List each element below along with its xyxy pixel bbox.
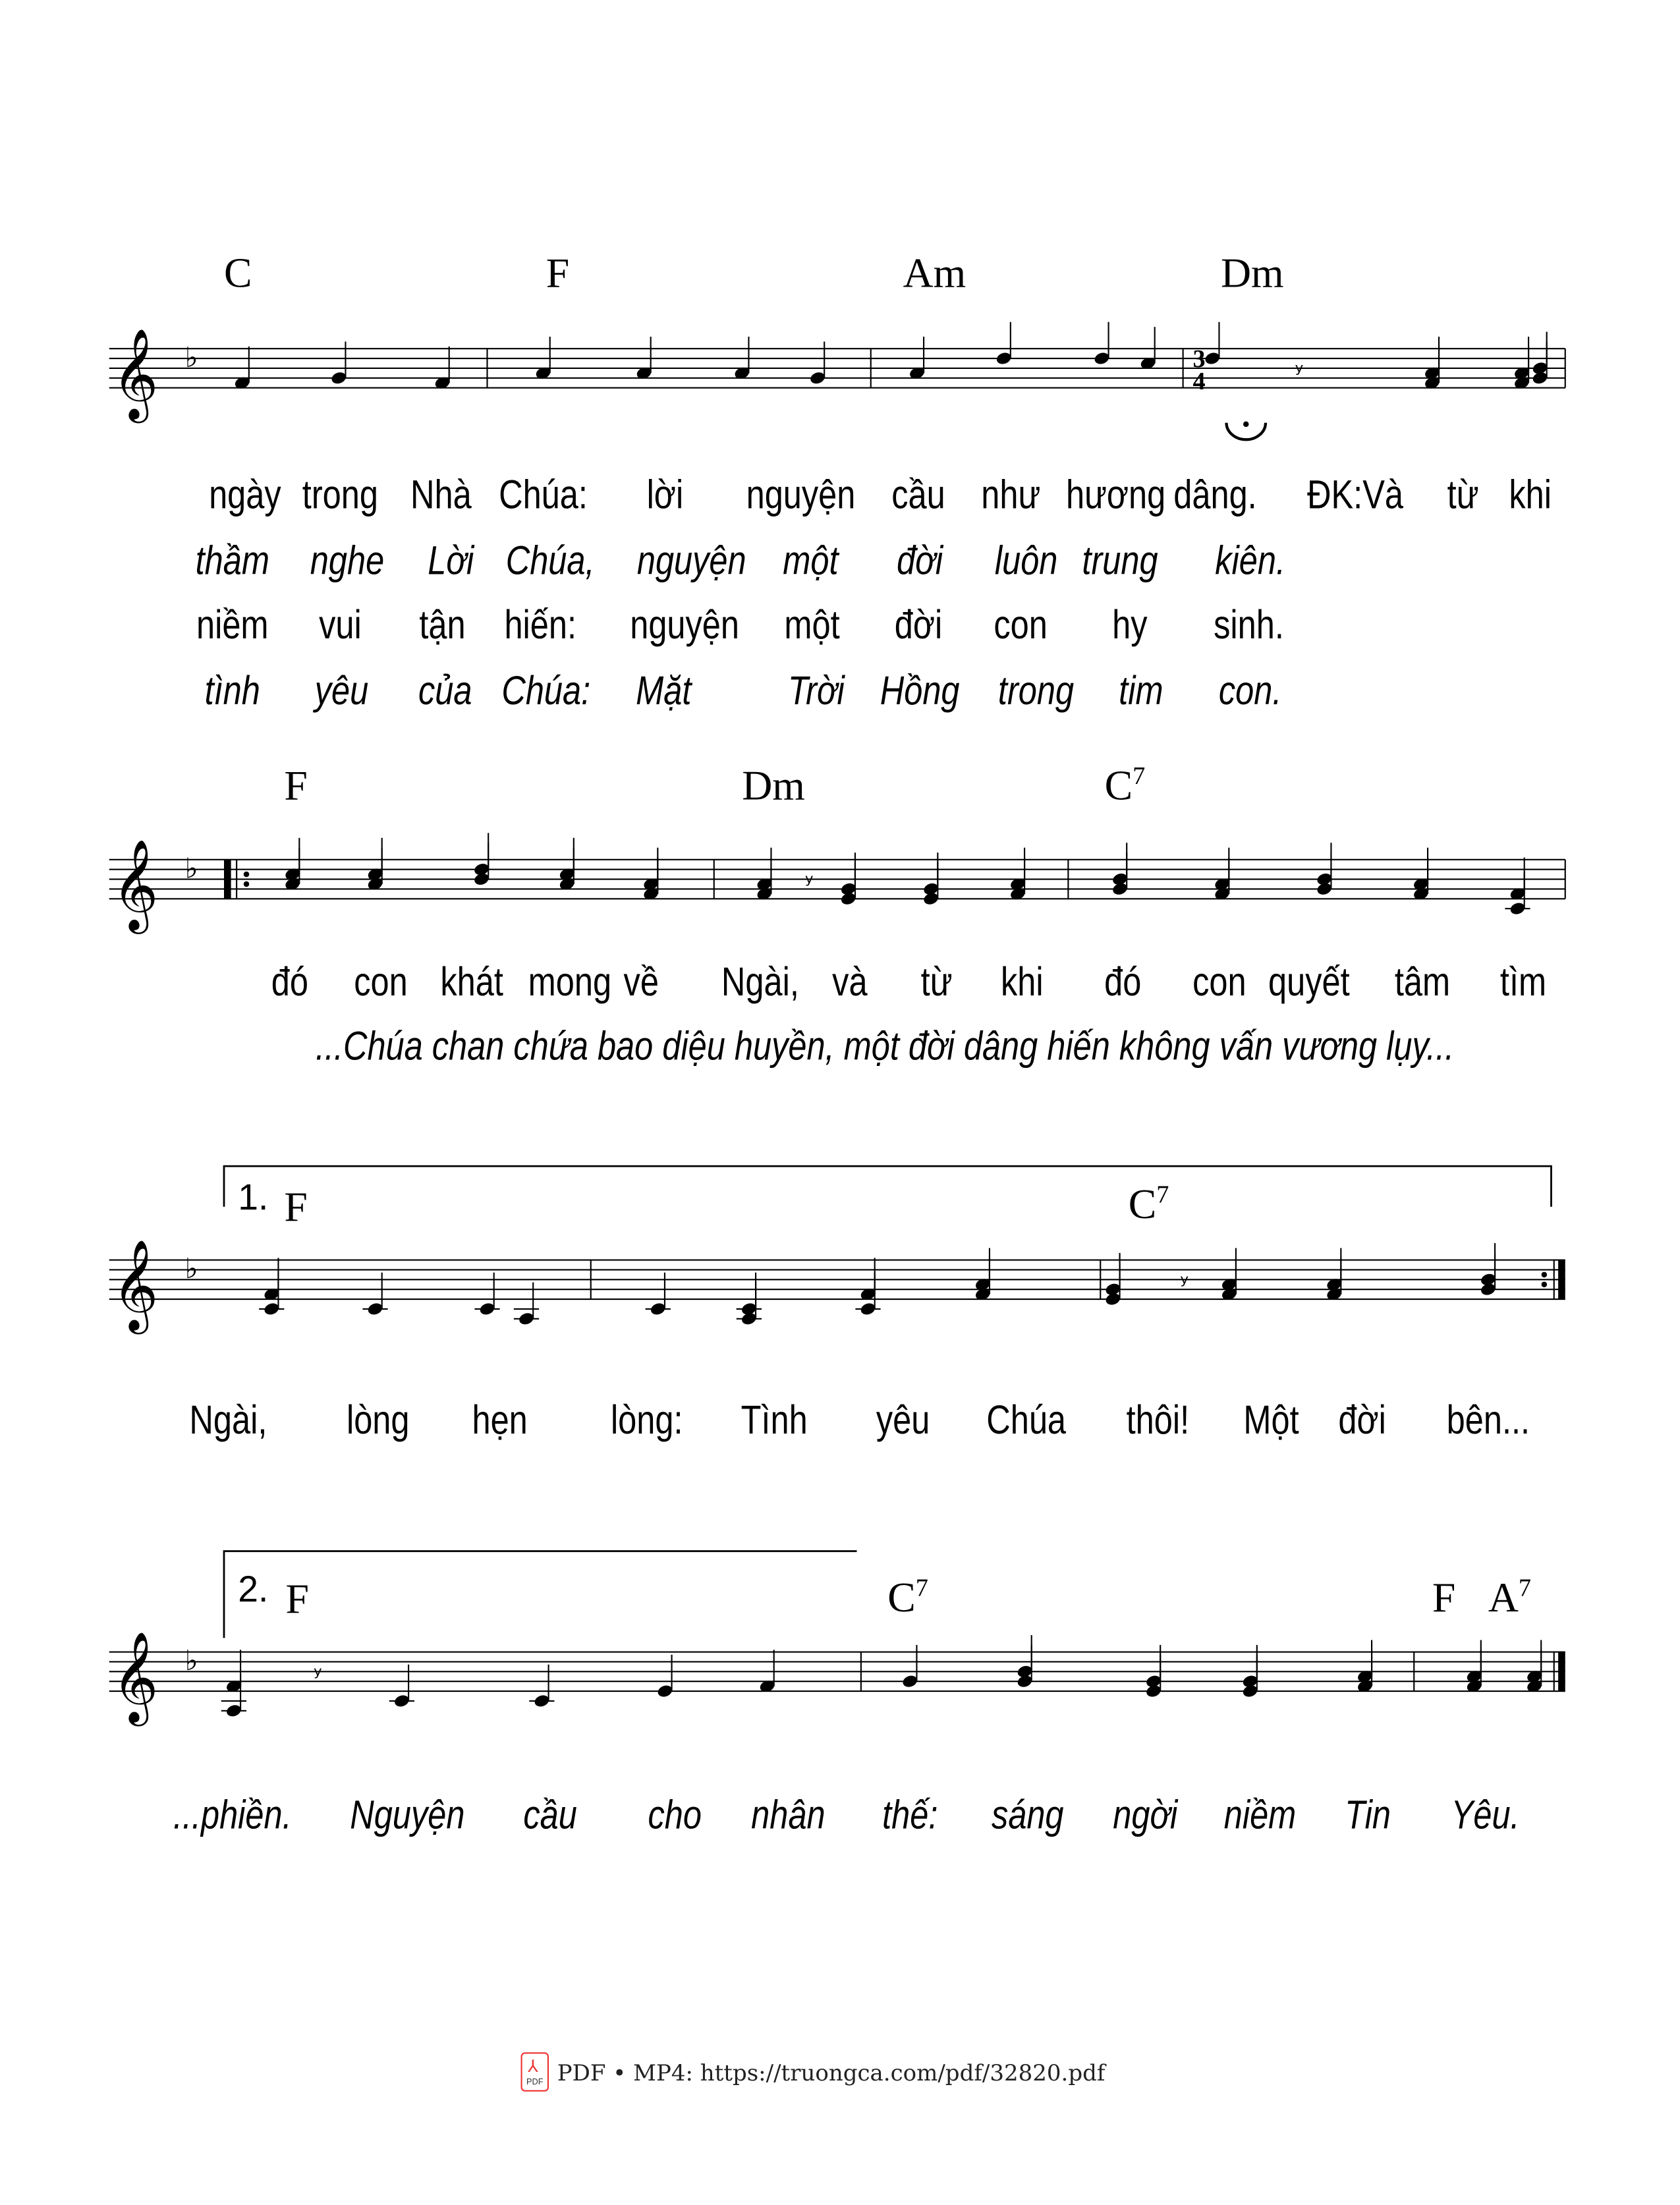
flat-key-signature-icon: ♭ bbox=[184, 341, 198, 374]
lyric-word: trong bbox=[997, 669, 1075, 714]
volta-label: 1. bbox=[238, 1176, 269, 1218]
lyric-word: cầu bbox=[891, 473, 945, 518]
lyric-word: nhân bbox=[751, 1793, 826, 1839]
lyric-word: đó bbox=[271, 960, 308, 1005]
lyric-word: ngời bbox=[1113, 1793, 1178, 1839]
lyric-word: cầu bbox=[523, 1793, 577, 1839]
lyric-word: nguyện bbox=[746, 473, 856, 518]
treble-clef-icon: 𝄞 bbox=[112, 328, 159, 420]
repeat-dot bbox=[1542, 1272, 1548, 1278]
lyric-word: Mặt bbox=[636, 669, 692, 714]
flat-key-signature-icon: ♭ bbox=[184, 1645, 198, 1678]
chord-symbol: F bbox=[1432, 1575, 1456, 1621]
chord-symbol: $C^7$ bbox=[887, 1573, 928, 1621]
lyric-word: đời bbox=[1338, 1398, 1386, 1443]
lyric-word: mong bbox=[528, 960, 612, 1005]
repeat-dot bbox=[244, 881, 250, 887]
lyric-word: Ngài, bbox=[721, 960, 799, 1005]
lyric-word: sinh. bbox=[1214, 603, 1284, 648]
repeat-dot bbox=[1542, 1281, 1548, 1287]
lyric-word: yêu bbox=[876, 1398, 930, 1443]
eighth-rest-icon: ʸ bbox=[1295, 358, 1304, 385]
lyric-word: Tình bbox=[741, 1398, 808, 1443]
lyric-word: một bbox=[784, 603, 840, 648]
lyric-word: Chúa, bbox=[505, 539, 595, 584]
treble-clef-icon: 𝄞 bbox=[112, 839, 159, 931]
lyric-line: ...Chúa chan chứa bao diệu huyền, một đời dâng hiến không vấn vương lụy... bbox=[315, 1024, 1455, 1070]
lyric-word: và bbox=[832, 960, 868, 1005]
lyric-word: Một bbox=[1243, 1398, 1299, 1443]
time-signature-top: 3 bbox=[1192, 345, 1206, 373]
lyric-word: trong bbox=[302, 473, 378, 518]
lyric-word: từ bbox=[920, 960, 953, 1005]
flat-key-signature-icon: ♭ bbox=[184, 1253, 198, 1286]
lyric-word: tìm bbox=[1499, 960, 1547, 1005]
lyric-word: kiên. bbox=[1215, 539, 1286, 584]
repeat-start-thick bbox=[224, 860, 231, 899]
chord-symbol: $A^7$ bbox=[1488, 1573, 1532, 1621]
volta-bracket-2 bbox=[224, 1551, 857, 1638]
lyric-word: Yêu. bbox=[1451, 1793, 1520, 1839]
volta-bracket-1 bbox=[224, 1166, 1552, 1207]
lyric-word: tâm bbox=[1394, 960, 1451, 1005]
time-signature-bottom: 4 bbox=[1192, 367, 1206, 395]
lyric-word: con bbox=[354, 960, 408, 1005]
lyric-word: hẹn bbox=[472, 1398, 528, 1443]
volta-label: 2. bbox=[238, 1568, 269, 1610]
chord-symbol: F bbox=[285, 1576, 309, 1623]
fermata-dot bbox=[1243, 422, 1249, 428]
lyric-word: Lời bbox=[428, 539, 474, 584]
footer bbox=[521, 2052, 1106, 2092]
chord-symbol: C bbox=[224, 250, 252, 297]
lyric-word: một bbox=[783, 539, 839, 584]
chord-symbol: $C^7$ bbox=[1104, 762, 1146, 810]
lyric-word: ĐK:Và bbox=[1306, 473, 1404, 518]
lyric-word: Nhà bbox=[410, 473, 472, 518]
lyric-word: Chúa: bbox=[499, 473, 588, 518]
lyric-word: Chúa: bbox=[501, 669, 591, 714]
lyric-word: lòng bbox=[346, 1398, 410, 1443]
lyric-word: con. bbox=[1218, 669, 1282, 714]
lyric-word: ...phiền. bbox=[173, 1793, 292, 1839]
eighth-rest-icon: ʸ bbox=[1180, 1270, 1189, 1297]
lyric-word: niềm bbox=[196, 603, 269, 648]
final-barline-thick bbox=[1558, 1652, 1565, 1692]
lyric-word: Trời bbox=[788, 669, 845, 714]
lyric-word: tim bbox=[1119, 669, 1163, 714]
lyric-word: khi bbox=[1000, 960, 1044, 1005]
lyric-word: vui bbox=[319, 603, 362, 648]
lyric-word: niềm bbox=[1223, 1793, 1297, 1839]
flat-key-signature-icon: ♭ bbox=[184, 852, 198, 885]
lyric-word: con bbox=[994, 603, 1048, 648]
lyric-word: bên... bbox=[1446, 1398, 1530, 1443]
lyric-word: Chúa bbox=[986, 1398, 1067, 1443]
eighth-rest-icon: ʸ bbox=[314, 1662, 322, 1689]
lyric-word: của bbox=[418, 669, 472, 714]
lyric-word: nghe bbox=[310, 539, 385, 584]
chord-symbol: F bbox=[284, 1184, 308, 1231]
chord-symbol: F bbox=[284, 763, 308, 810]
lyric-word: sáng bbox=[991, 1793, 1064, 1839]
lyric-word: khát bbox=[440, 960, 503, 1005]
lyric-word: đó bbox=[1104, 960, 1142, 1005]
eighth-rest-icon: ʸ bbox=[804, 870, 814, 897]
lyric-word: luôn bbox=[994, 539, 1058, 584]
lyric-word: dâng. bbox=[1173, 473, 1257, 518]
lyric-word: yêu bbox=[314, 669, 369, 714]
lyric-word: thầm bbox=[195, 539, 269, 584]
lyric-word: về bbox=[623, 960, 659, 1005]
lyric-word: trung bbox=[1082, 539, 1158, 584]
lyric-word: hương bbox=[1065, 473, 1166, 518]
treble-clef-icon: 𝄞 bbox=[112, 1240, 159, 1331]
chord-symbol: F bbox=[546, 250, 570, 297]
lyric-word: đời bbox=[894, 603, 943, 648]
footer-link[interactable]: PDF • MP4: https://truongca.com/pdf/32820.pdf bbox=[557, 2058, 1106, 2086]
lyric-word: cho bbox=[648, 1793, 702, 1839]
lyric-word: như bbox=[981, 473, 1041, 518]
lyric-word: tận bbox=[419, 603, 466, 648]
lyric-word: hy bbox=[1112, 603, 1148, 648]
lyric-word: Hồng bbox=[880, 669, 960, 714]
lyric-word: con bbox=[1192, 960, 1246, 1005]
lyric-word: tình bbox=[204, 669, 260, 714]
lyric-word: lời bbox=[646, 473, 684, 518]
chord-symbol: Dm bbox=[1221, 250, 1284, 297]
lyric-word: lòng: bbox=[610, 1398, 683, 1443]
lyric-word: hiến: bbox=[504, 603, 577, 648]
chord-symbol: Am bbox=[903, 250, 966, 297]
lyric-word: Tin bbox=[1345, 1793, 1391, 1839]
lyric-word: đời bbox=[897, 539, 943, 584]
lyric-word: từ bbox=[1447, 473, 1479, 518]
lyric-word: Ngài, bbox=[189, 1398, 267, 1443]
lyric-word: Nguyện bbox=[350, 1793, 465, 1839]
final-barline-thick bbox=[1558, 1260, 1565, 1300]
lyric-word: nguyện bbox=[630, 603, 740, 648]
lyric-word: thế: bbox=[882, 1793, 938, 1839]
lyric-word: thôi! bbox=[1126, 1398, 1190, 1443]
pdf-icon[interactable]: ⅄ PDF bbox=[521, 2052, 549, 2092]
lyric-word: ngày bbox=[209, 473, 281, 518]
lyric-word: nguyện bbox=[636, 539, 746, 584]
chord-symbol: Dm bbox=[742, 763, 805, 810]
lyric-word: quyết bbox=[1268, 960, 1350, 1005]
repeat-dot bbox=[244, 872, 250, 878]
chord-symbol: $C^7$ bbox=[1128, 1180, 1169, 1228]
treble-clef-icon: 𝄞 bbox=[112, 1632, 159, 1723]
lyric-word: khi bbox=[1509, 473, 1552, 518]
